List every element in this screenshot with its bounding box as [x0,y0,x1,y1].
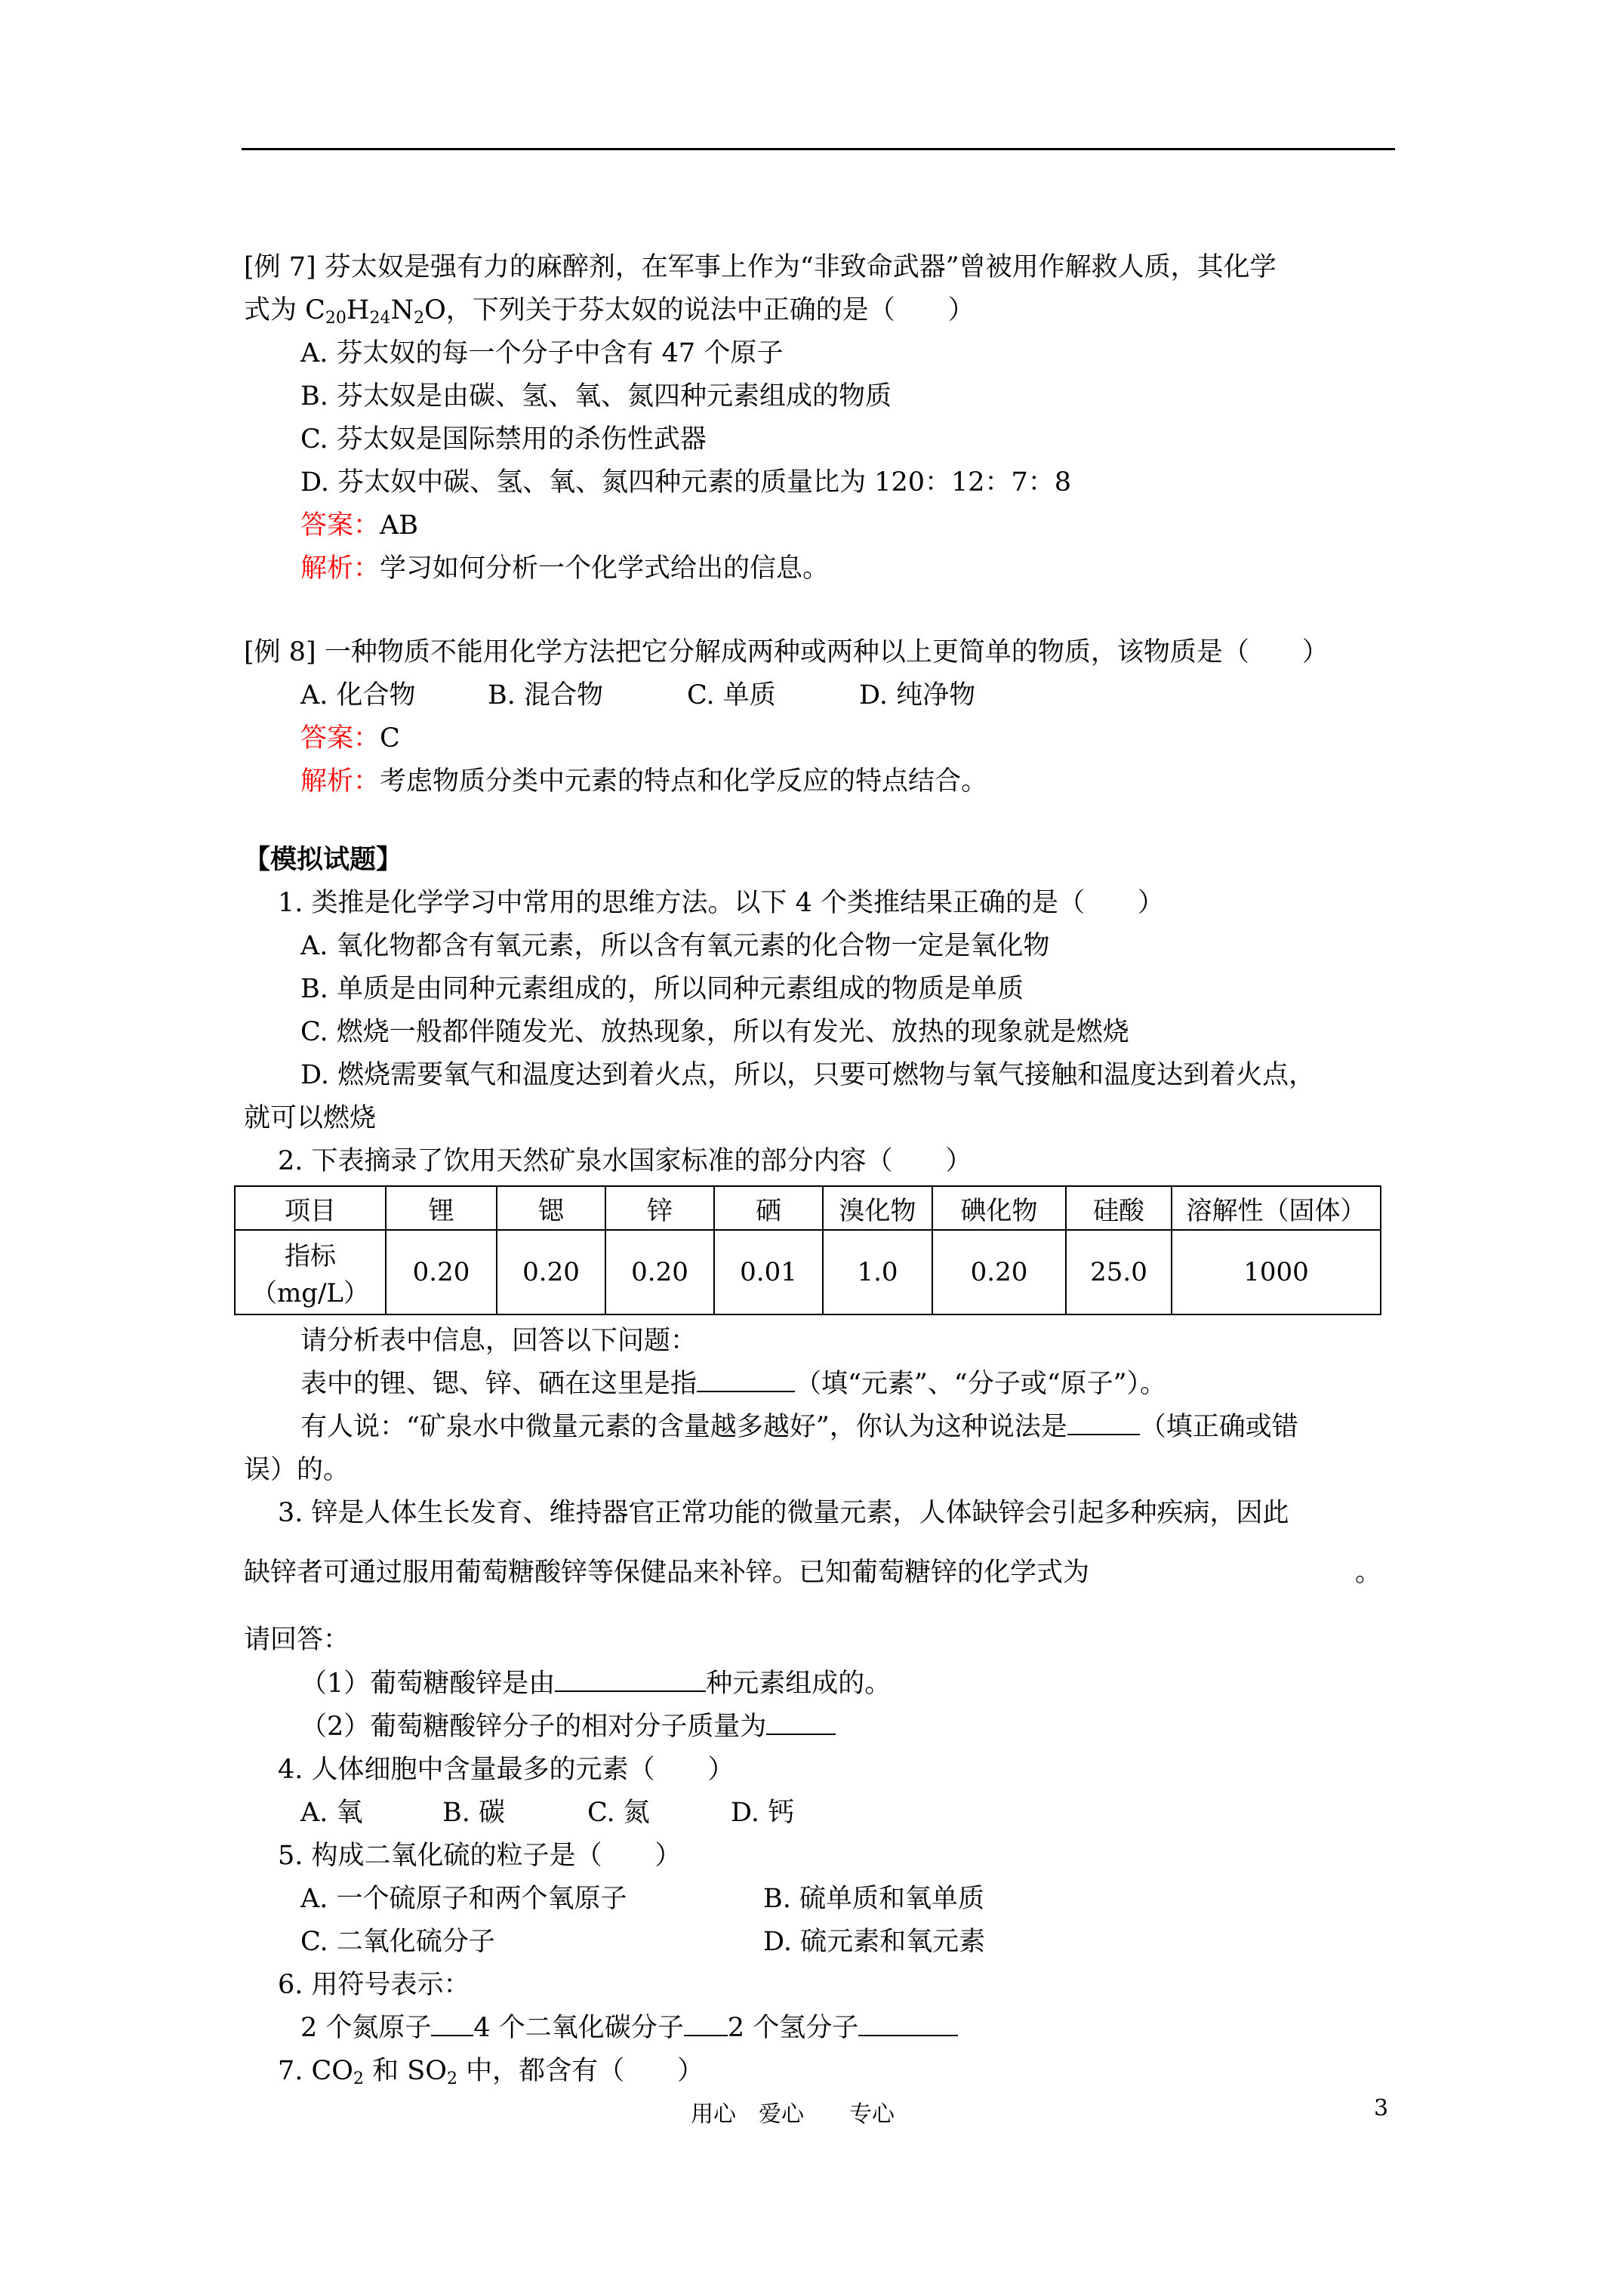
q3-stem-line1: 3. 锌是人体生长发育、维持器官正常功能的微量元素，人体缺锌会引起多种疾病，因此 [278,1498,1289,1528]
example8-option-b: B. 混合物 [488,680,603,710]
answer-blank[interactable] [431,2008,473,2036]
q6-items: 2 个氮原子 4 个二氧化碳分子 2 个氢分子 [300,2007,958,2049]
page-number: 3 [1374,2095,1389,2122]
example8-answer: 答案：C [300,723,400,754]
mineral-water-table [234,1185,1381,1315]
answer-blank[interactable] [555,1663,706,1692]
example8-option-a: A. 化合物 [300,680,416,710]
q1-option-d-line2: 就可以燃烧 [244,1103,377,1133]
q1-option-c: C. 燃烧一般都伴随发光、放热现象，所以有发光、放热的现象就是燃烧 [300,1017,1129,1047]
q5-option-b: B. 硫单质和氧单质 [763,1884,984,1914]
example8-analysis: 解析：考虑物质分类中元素的特点和化学反应的特点结合。 [300,766,988,797]
q4-option-c: C. 氮 [587,1798,650,1828]
table-header-cell: 锶 [497,1186,605,1230]
q4-option-a: A. 氧 [300,1798,363,1828]
answer-blank[interactable] [858,2008,958,2036]
table-header-cell: 碘化物 [932,1186,1066,1230]
table-header-cell: 项目 [235,1186,386,1230]
q6-stem: 6. 用符号表示： [278,1970,470,2000]
answer-blank[interactable] [697,1364,795,1392]
table-header-cell: 锂 [386,1186,497,1230]
q1-option-b: B. 单质是由同种元素组成的，所以同种元素组成的物质是单质 [300,974,1024,1004]
q5-option-d: D. 硫元素和氧元素 [763,1927,986,1957]
example7-option-c: C. 芬太奴是国际禁用的杀伤性武器 [300,424,707,455]
example8-stem: [例 8] 一种物质不能用化学方法把它分解成两种或两种以上更简单的物质，该物质是（ ） [244,637,1329,667]
q4-option-d: D. 钙 [731,1798,795,1828]
q1-option-d-line1: D. 燃烧需要氧气和温度达到着火点，所以，只要可燃物与氧气接触和温度达到着火点， [300,1060,1316,1090]
example7-option-d: D. 芬太奴中碳、氢、氧、氮四种元素的质量比为 120：12：7：8 [300,467,1072,498]
table-header-cell: 溶解性（固体） [1172,1186,1381,1230]
table-value-cell: 0.01 [714,1230,823,1314]
table-value-cell: 0.20 [932,1230,1066,1314]
q5-option-c: C. 二氧化硫分子 [300,1927,495,1957]
footer-motto: 用心 爱心 专心 [691,2101,895,2128]
example7-stem-line1: [例 7] 芬太奴是强有力的麻醉剂，在军事上作为“非致命武器”曾被用作解救人质，其化学 [244,252,1277,282]
table-value-cell: 0.20 [605,1230,714,1314]
q4-stem: 4. 人体细胞中含量最多的元素（ ） [278,1755,735,1785]
table-header-cell: 硒 [714,1186,823,1230]
table-value-cell: 1.0 [823,1230,932,1314]
q3-stem-line2-end: 。 [1355,1558,1382,1588]
table-header-cell: 锌 [605,1186,714,1230]
table-header-cell: 溴化物 [823,1186,932,1230]
header-rule [242,148,1395,150]
example7-answer: 答案：AB [300,510,419,541]
table-value-cell: 0.20 [386,1230,497,1314]
table-value-cell: 1000 [1172,1230,1381,1314]
q1-option-a: A. 氧化物都含有氧元素，所以含有氧元素的化合物一定是氧化物 [300,931,1050,961]
table-value-cell: 0.20 [497,1230,605,1314]
example7-stem-line2: 式为 $C_{20}H_{24}N_2O$，下列关于芬太奴的说法中正确的是（ ） [244,295,975,328]
example7-analysis: 解析：学习如何分析一个化学式给出的信息。 [300,553,830,584]
q3-stem-line2: 缺锌者可通过服用葡萄糖酸锌等保健品来补锌。已知葡萄糖锌的化学式为 [244,1558,1090,1588]
example7-option-b: B. 芬太奴是由碳、氢、氧、氮四种元素组成的物质 [300,381,892,411]
q3-prompt: 请回答： [244,1625,350,1655]
example8-option-d: D. 纯净物 [859,680,976,710]
q3-sub2: （2）葡萄糖酸锌分子的相对分子质量为 [300,1706,836,1748]
answer-blank[interactable] [1067,1407,1140,1435]
q4-option-b: B. 碳 [442,1798,505,1828]
example7-option-a: A. 芬太奴的每一个分子中含有 47 个原子 [300,338,784,368]
q2-question1: 表中的锂、锶、锌、硒在这里是指 （填“元素”、“分子或“原子”）。 [300,1363,1166,1405]
q2-question2-line2: 误）的。 [244,1455,350,1485]
table-header-cell: 硅酸 [1066,1186,1172,1230]
q2-question2-line1: 有人说：“矿泉水中微量元素的含量越多越好”，你认为这种说法是 （填正确或错 [300,1406,1298,1448]
q1-stem: 1. 类推是化学学习中常用的思维方法。以下 4 个类推结果正确的是（ ） [278,888,1165,918]
q2-stem: 2. 下表摘录了饮用天然矿泉水国家标准的部分内容（ ） [278,1146,972,1176]
q5-option-a: A. 一个硫原子和两个氧原子 [300,1884,627,1914]
answer-blank[interactable] [684,2008,728,2036]
section-title: 【模拟试题】 [244,844,403,875]
answer-blank[interactable] [766,1706,836,1735]
table-row-label: 指标 （mg/L） [235,1230,386,1314]
q7-stem: 7. $CO_2$ 和 $SO_2$ 中，都含有（ ） [278,2056,704,2088]
q3-sub1: （1）葡萄糖酸锌是由 种元素组成的。 [300,1663,891,1705]
example8-option-c: C. 单质 [687,680,776,710]
table-value-cell: 25.0 [1066,1230,1172,1314]
q5-stem: 5. 构成二氧化硫的粒子是（ ） [278,1841,682,1871]
q2-instruction: 请分析表中信息，回答以下问题： [300,1326,698,1356]
